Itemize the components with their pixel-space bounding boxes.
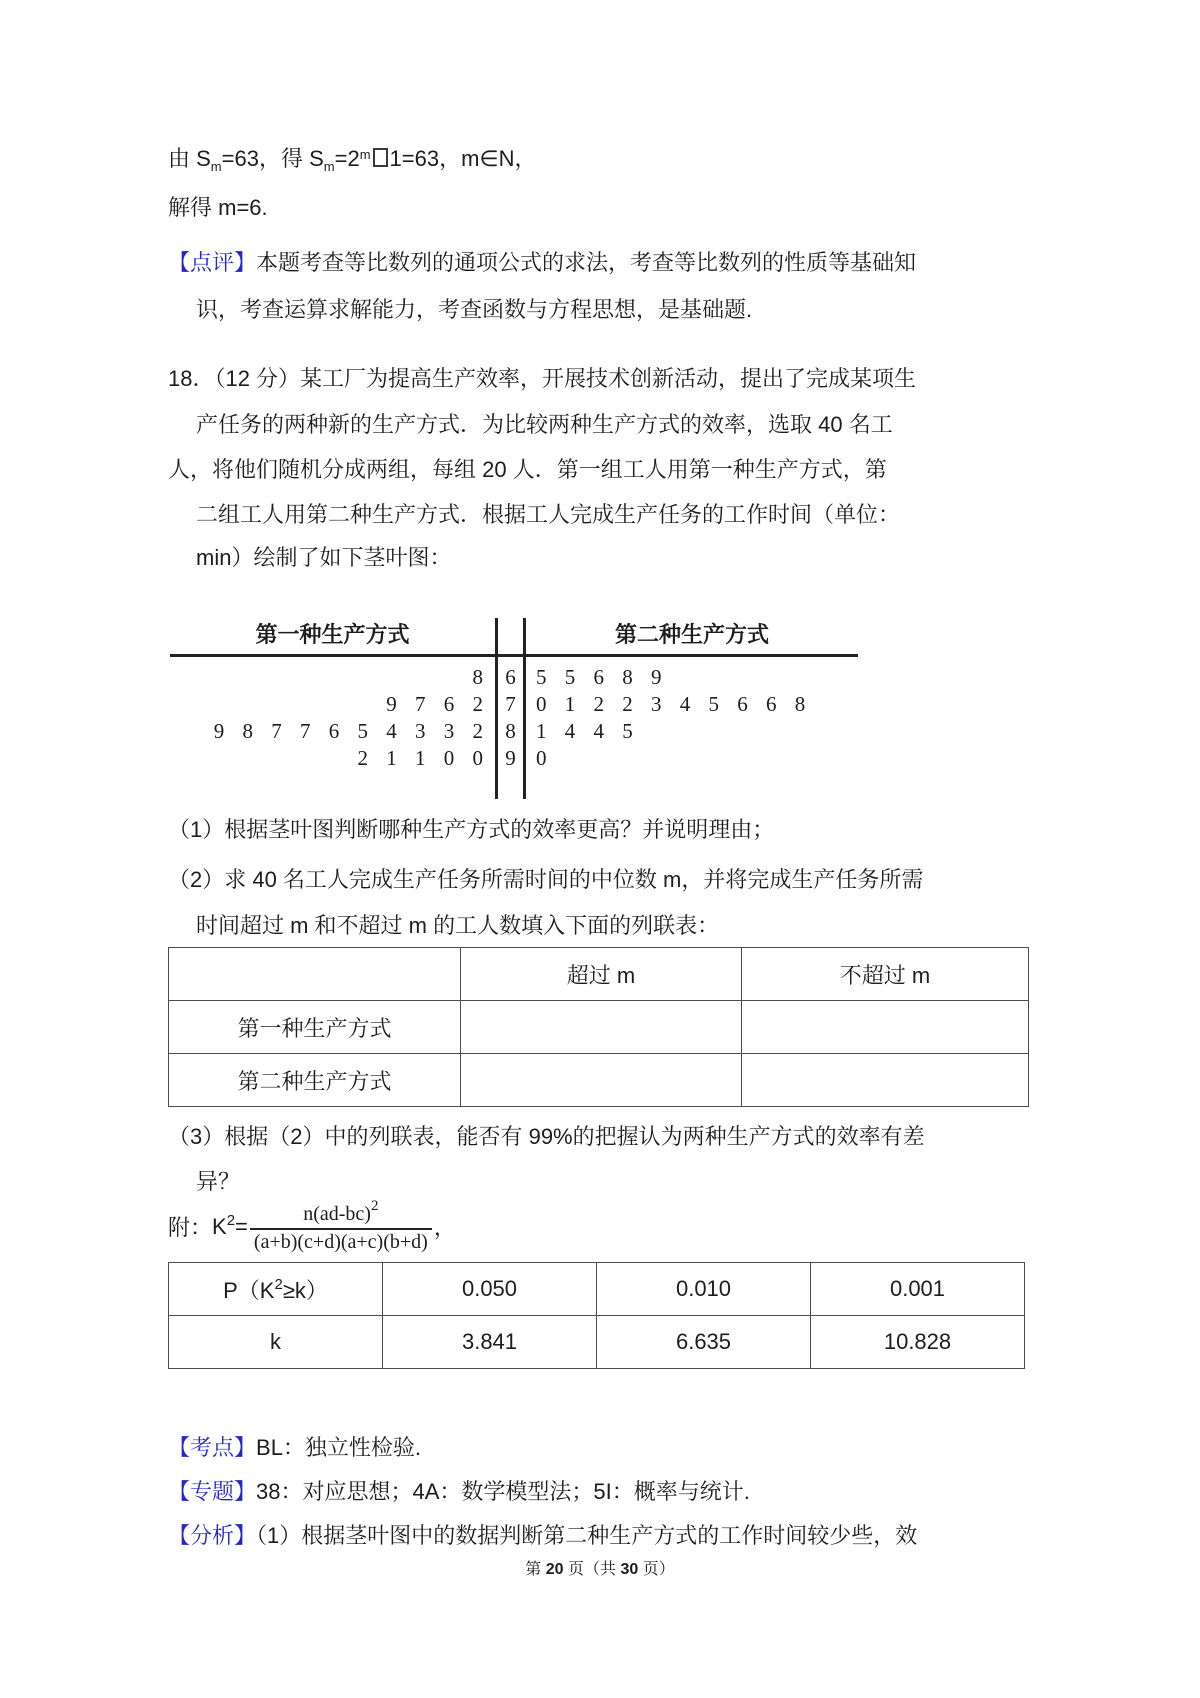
stem-leaf-tail — [170, 772, 858, 799]
contingency-row-method2 — [169, 1054, 1029, 1107]
problem18-line-4: 二组工人用第二种生产方式．根据工人完成生产任务的工作时间（单位： — [196, 502, 901, 527]
p-value-cell: 0.050 — [383, 1263, 597, 1316]
problem18-line-5: min）绘制了如下茎叶图： — [196, 545, 452, 570]
stem-leaf-left-title: 第一种生产方式 — [255, 622, 410, 647]
stem-value: 9 — [495, 745, 526, 772]
footer-total-pages: 30 — [620, 1561, 639, 1578]
empty-data-cell — [742, 1001, 1029, 1054]
right-leaves: 0 1 2 2 3 4 5 6 6 8 — [536, 692, 806, 716]
spacer-cell — [526, 657, 858, 664]
zhuanti-line — [168, 1477, 750, 1507]
k-value-cell: 3.841 — [383, 1316, 597, 1369]
stem-leaf-row — [170, 664, 858, 691]
row-header-method1: 第一种生产方式 — [169, 1001, 461, 1054]
footer-text: 第 — [525, 1561, 546, 1578]
contingency-row-method1 — [169, 1001, 1029, 1054]
stem-leaf-plot — [170, 618, 858, 799]
stem-value: 8 — [495, 718, 526, 745]
fraction — [250, 1198, 432, 1254]
math-text: =63，得 S — [221, 146, 324, 171]
spacer-cell — [526, 772, 858, 799]
left-leaves: 2 1 1 0 0 — [357, 746, 483, 770]
math-text: 由 S — [168, 146, 211, 171]
k-label-cell: k — [169, 1316, 383, 1369]
spacer-cell — [170, 772, 495, 799]
fenxi-line — [168, 1521, 917, 1551]
contingency-table — [168, 947, 1029, 1107]
stem-leaf-body — [170, 657, 858, 799]
question-1: （1）根据茎叶图判断哪种生产方式的效率更高？并说明理由； — [168, 817, 775, 842]
subscript-m: m — [323, 159, 335, 174]
question-2-line-2: 时间超过 m 和不超过 m 的工人数填入下面的列联表： — [196, 913, 720, 938]
solution-line-sm — [168, 140, 536, 182]
numerator-exponent: 2 — [370, 1198, 379, 1214]
formula-lhs — [212, 1212, 248, 1240]
row-header-method2: 第二种生产方式 — [169, 1054, 461, 1107]
comment-line-1 — [168, 248, 916, 278]
right-leaves: 1 4 4 5 — [536, 719, 633, 743]
k-value-row — [169, 1316, 1025, 1369]
question-2-line-1: （2）求 40 名工人完成生产任务所需时间的中位数 m，并将完成生产任务所需 — [168, 867, 924, 892]
stem-leaf-row — [170, 718, 858, 745]
problem18-line-3: 人，将他们随机分成两组，每组 20 人．第一组工人用第一种生产方式，第 — [168, 457, 887, 482]
k-symbol: K — [212, 1214, 227, 1239]
fraction-denominator: (a+b)(c+d)(a+c)(b+d) — [250, 1228, 432, 1254]
contingency-header-row — [169, 948, 1029, 1001]
page-number-footer — [0, 1556, 1200, 1579]
math-text: =2 — [334, 146, 360, 171]
superscript-m: m — [359, 147, 371, 162]
kaodian-tag: 【考点】 — [168, 1435, 257, 1460]
problem18-line-1: 18．（12 分）某工厂为提高生产效率，开展技术创新活动，提出了完成某项生 — [168, 366, 917, 391]
p-value-cell: 0.010 — [597, 1263, 811, 1316]
empty-data-cell — [461, 1001, 742, 1054]
stem-leaf-row — [170, 745, 858, 772]
math-text: 1=63，m∈N， — [389, 146, 537, 171]
numerator-text: n(ad-bc) — [303, 1203, 371, 1225]
stem-leaf-header — [170, 618, 858, 654]
k-value-cell: 6.635 — [597, 1316, 811, 1369]
kaodian-text: BL：独立性检验. — [256, 1435, 422, 1460]
col-header-not-over-m: 不超过 m — [742, 948, 1029, 1001]
stem-leaf-right-title: 第二种生产方式 — [614, 622, 769, 647]
problem18-line-2: 产任务的两种新的生产方式．为比较两种生产方式的效率，选取 40 名工 — [196, 412, 893, 437]
left-leaves: 9 7 6 2 — [386, 692, 483, 716]
left-leaves: 8 — [472, 665, 483, 689]
spacer-cell — [170, 657, 495, 664]
footer-page-number: 20 — [545, 1561, 564, 1578]
p-header-cell — [169, 1263, 383, 1316]
p-value-cell: 0.001 — [811, 1263, 1025, 1316]
p-header-text: P（K — [223, 1277, 275, 1303]
solution-line-result: 解得 m=6. — [168, 195, 268, 220]
col-header-over-m: 超过 m — [461, 948, 742, 1001]
right-leaves: 0 — [536, 746, 547, 770]
spacer-stem — [495, 657, 526, 664]
k-exponent: 2 — [226, 1212, 236, 1229]
empty-data-cell — [461, 1054, 742, 1107]
stem-leaf-spacer — [170, 657, 858, 664]
p-value-row — [169, 1263, 1025, 1316]
empty-data-cell — [742, 1054, 1029, 1107]
stem-value: 6 — [495, 664, 526, 691]
footer-text: 页（共 — [563, 1561, 621, 1578]
formula-comma: ， — [433, 1214, 456, 1240]
fraction-numerator — [293, 1198, 388, 1228]
fenxi-tag: 【分析】 — [168, 1523, 257, 1548]
comment-line-2: 识，考查运算求解能力，考查函数与方程思想，是基础题. — [196, 297, 753, 322]
stem-leaf-row — [170, 691, 858, 718]
question-3-line-1: （3）根据（2）中的列联表，能否有 99%的把握认为两种生产方式的效率有差 — [168, 1124, 925, 1149]
stem-column-header — [495, 618, 526, 654]
fenxi-text: （1）根据茎叶图中的数据判断第二种生产方式的工作时间较少些，效 — [256, 1523, 918, 1548]
p-header-exponent: 2 — [274, 1275, 283, 1293]
left-leaves: 9 8 7 7 6 5 4 3 3 2 — [213, 719, 483, 743]
k-squared-formula — [168, 1198, 456, 1254]
subscript-m: m — [210, 159, 222, 174]
footer-text: 页） — [638, 1561, 675, 1578]
p-header-text: ≥k） — [282, 1277, 328, 1303]
question-3-line-2: 异？ — [196, 1169, 241, 1194]
comment-text: 本题考查等比数列的通项公式的求法，考查等比数列的性质等基础知 — [256, 250, 917, 275]
k-value-cell: 10.828 — [811, 1316, 1025, 1369]
missing-glyph-box — [373, 148, 388, 167]
critical-value-table — [168, 1262, 1025, 1369]
zhuanti-text: 38：对应思想；4A：数学模型法；5I：概率与统计. — [256, 1479, 750, 1504]
spacer-stem — [495, 772, 526, 799]
equals-sign: = — [235, 1214, 248, 1239]
empty-corner-cell — [169, 948, 461, 1001]
kaodian-line — [168, 1433, 421, 1463]
zhuanti-tag: 【专题】 — [168, 1479, 257, 1504]
right-leaves: 5 5 6 8 9 — [536, 665, 662, 689]
stem-value: 7 — [495, 691, 526, 718]
comment-tag: 【点评】 — [168, 250, 257, 275]
formula-prefix: 附： — [168, 1214, 213, 1240]
